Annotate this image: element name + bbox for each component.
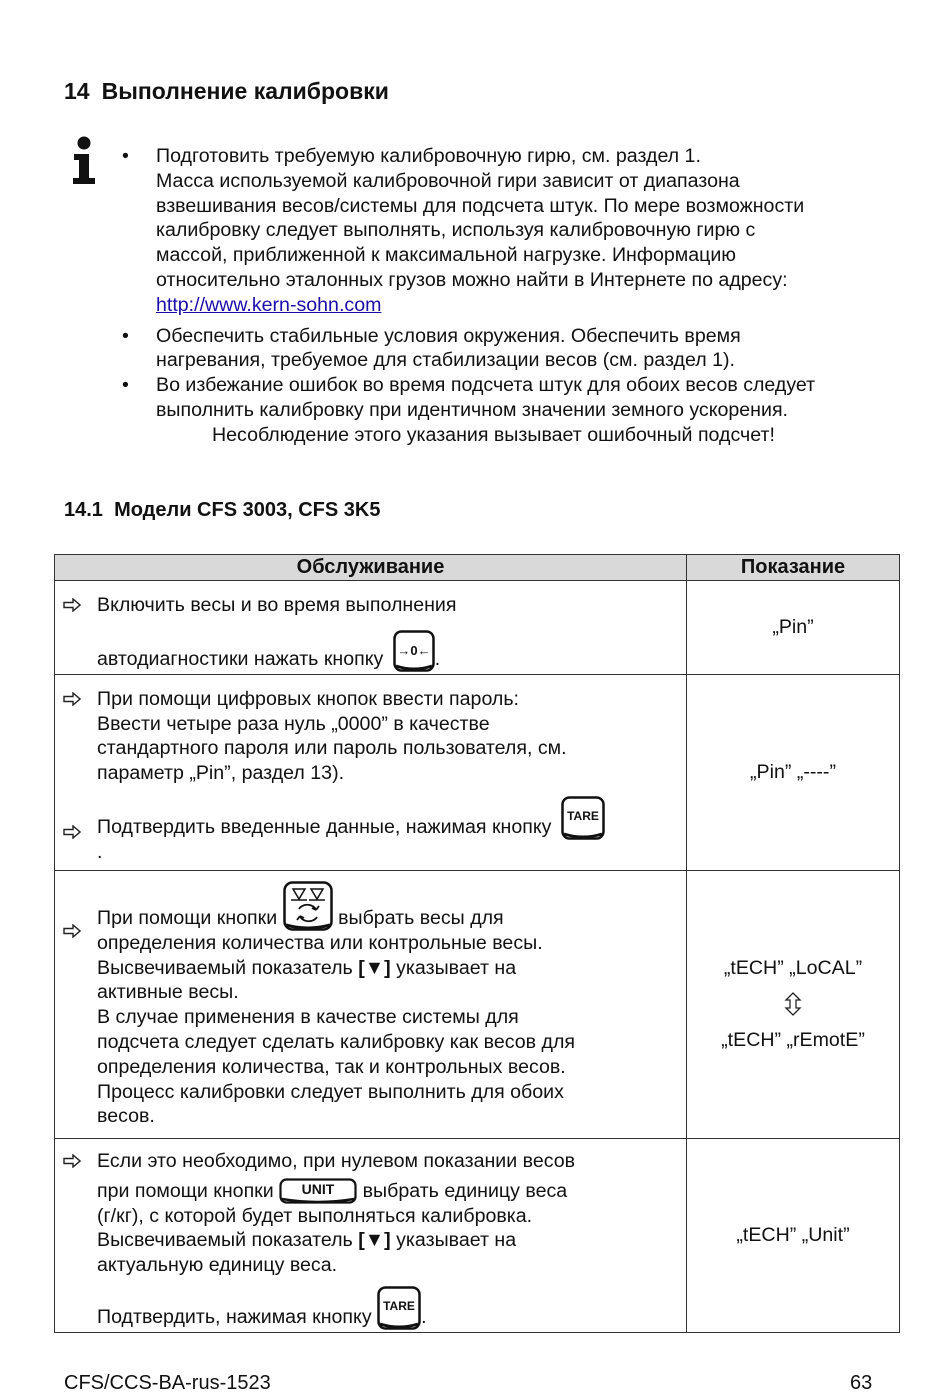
bullet-text: Во избежание ошибок во время подсчета штук для обоих весов следует выполнить калибровку при идентичном значении земного ускорения. Несоблюдение этого указания вызывает ошибочный подсчет! [156,373,908,447]
scale-switch-key-icon [283,881,333,931]
step-arrow-icon [63,1149,83,1175]
step-arrow-icon [63,820,83,846]
step-arrow-icon [63,687,83,713]
display-cell: „Pin” [687,581,900,675]
section-heading [64,78,389,105]
unit-key-icon [279,1178,357,1204]
svg-text:→0←: →0← [397,642,431,658]
display-cell: „tECH” „Unit” [687,1138,900,1332]
footer-page-number: 63 [850,1372,873,1394]
column-header-display: Показание [687,555,900,581]
warning-text: Несоблюдение этого указания вызывает ошибочный подсчет! [212,423,775,446]
bullet-text: Обеспечить стабильные условия окружения. Обеспечить время нагревания, требуемое для стабилизации весов (см. раздел 1). [156,324,741,372]
bullet-item-weight: • Подготовить требуемую калибровочную гирю, см. раздел 1. Масса используемой калибровочной гири зависит от диапазона взвешивания весов/системы для подсчета штук. По мере возможности калибровку следует выполнять, используя калибровочную гирю с массой, приближенной к максимальной нагрузке. Информацию относительно эталонных грузов можно найти в Интернете по адресу: http://www.kern-sohn.com [118,144,908,318]
step: При помощи цифровых кнопок ввести пароль: Ввести четыре раза нуль „0000” в качестве стандартного пароля или пароль пользователя, см. параметр „Pin”, раздел 13). [63,687,676,786]
operation-cell [55,581,687,675]
bullet-text: Подготовить требуемую калибровочную гирю, см. раздел 1. Масса используемой калибровочной гири зависит от диапазона взвешивания весов/системы для подсчета штук. По мере возможности калибровку следует выполнять, используя калибровочную гирю с массой, приближенной к максимальной нагрузке. Информацию относительно эталонных грузов можно найти в Интернете по адресу: http://www.kern-sohn.com [156,145,805,316]
table-row [55,674,900,870]
table-row [55,1138,900,1332]
table-row [55,581,900,675]
display-remote: „tECH” „rEmotE” [721,1029,865,1052]
section-number: 14 [64,78,90,104]
subsection-heading: 14.1 Модели CFS 3003, CFS 3K5 [64,499,381,521]
step: Включить весы и во время выполнения автодиагностики нажать кнопку →0← . [63,593,676,672]
svg-text:TARE: TARE [383,1298,415,1313]
tare-key-icon [561,796,605,840]
step-arrow-icon [63,593,83,619]
info-icon [70,136,100,186]
kern-website-link[interactable]: http://www.kern-sohn.com [156,293,382,316]
display-cell: „Pin” „----” [687,674,900,870]
section-title: Выполнение калибровки [101,78,389,104]
calibration-table [54,554,900,1333]
display-local: „tECH” „LoCAL” [723,956,863,979]
table-row [55,870,900,1138]
unit-indicator: [▼] [358,1229,391,1252]
active-indicator: [▼] [358,956,391,979]
operation-cell [55,1138,687,1332]
step: Подтвердить введенные данные, нажимая кнопку TARE . [63,796,676,865]
bullet-item-environment: • Обеспечить стабильные условия окружения. Обеспечить время нагревания, требуемое для стабилизации весов (см. раздел 1). [118,324,908,374]
step-arrow-icon [63,919,83,945]
bullet-item-gravity: • Во избежание ошибок во время подсчета штук для обоих весов следует выполнить калибровку при идентичном значении земного ускорения. Несоблюдение этого указания вызывает ошибочный подсчет! [118,373,908,447]
operation-cell [55,674,687,870]
column-header-operation: Обслуживание [55,555,687,581]
svg-text:TARE: TARE [567,808,599,823]
table-header-row [55,555,900,581]
up-down-arrow-icon [784,992,802,1016]
svg-text:UNIT: UNIT [301,1180,335,1197]
step: Если это необходимо, при нулевом показании весов при помощи кнопки UNIT выбрать единицу веса (г/кг), с которой будет выполняться калибровка. Высвечиваемый показатель [▼] указывает на актуальную единицу веса. Подтвердить, нажимая кнопку TARE . [63,1149,676,1330]
tare-key-icon [377,1286,421,1330]
zero-key-icon [393,630,435,672]
operation-cell [55,870,687,1138]
footer-doc-id: CFS/CCS-BA-rus-1523 [64,1372,271,1394]
info-bullets [118,144,908,448]
display-cell [687,870,900,1138]
step: При помощи кнопки выбрать весы для определения количества или контрольные весы. Высвечиваемый показатель [▼] указывает на активные весы. В случае применения в качестве системы для подсчета следует сделать калибровку как весов для определения количества, так и контрольных весов. Процесс калибровки следует выполнить для обоих весов. [63,881,676,1129]
